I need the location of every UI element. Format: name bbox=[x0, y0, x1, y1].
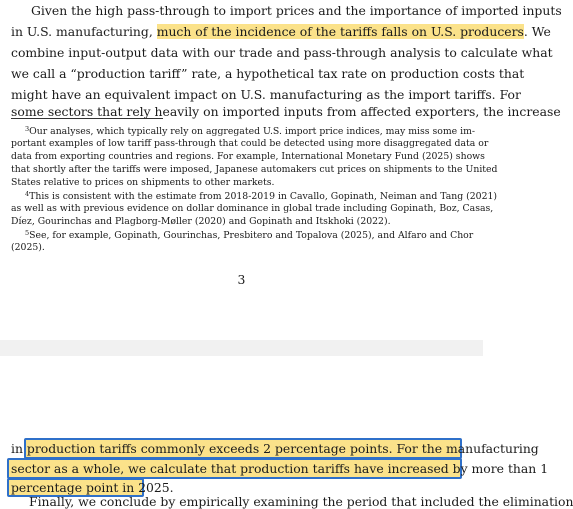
body-line-highlight-1 bbox=[11, 441, 539, 456]
footnote-4-line-2: as well as with previous evidence on dollar dominance in global trade including Gopinath, Boz, Casas, bbox=[11, 203, 494, 214]
body-text: Finally, we conclude by empirically examining the period that included the elimination bbox=[29, 494, 573, 509]
highlighted-text[interactable]: production tariffs commonly exceeds 2 percentage points. For the manufacturing bbox=[26, 441, 539, 456]
footnote-text: See, for example, Gopinath, Gourinchas, Presbitero and Topalova (2025), and Alfaro and Chor bbox=[29, 230, 474, 241]
footnote-3-line-1 bbox=[25, 125, 476, 137]
body-line-4: we call a “production tariff” rate, a hypothetical tax rate on production costs that bbox=[11, 66, 525, 81]
page-number: 3 bbox=[237, 272, 246, 287]
body-text: . We bbox=[523, 24, 551, 39]
body-line-highlight-3[interactable]: percentage point in 2025. bbox=[11, 480, 174, 495]
footnote-text: Our analyses, which typically rely on aggregated U.S. import price indices, may miss some im- bbox=[29, 126, 476, 137]
body-line-1: Given the high pass-through to import prices and the importance of imported inputs bbox=[31, 3, 562, 18]
footnote-mark: 4 bbox=[25, 190, 30, 198]
body-line-3: combine input-output data with our trade and pass-through analysis to calculate what bbox=[11, 45, 553, 60]
body-line-5: might have an equivalent impact on U.S. manufacturing as the import tariffs. For bbox=[11, 87, 521, 102]
footnote-3-line-5: States relative to prices on shipments to other markets. bbox=[11, 177, 275, 188]
footnote-mark: 3 bbox=[25, 125, 30, 133]
body-line-6: some sectors that rely heavily on imported inputs from affected exporters, the increase bbox=[11, 104, 561, 119]
footnote-3-line-4: that shortly after the tariffs were imposed, Japanese automakers cut prices on shipments to the United bbox=[11, 164, 498, 175]
page-separator bbox=[0, 340, 483, 356]
footnote-text: This is consistent with the estimate from 2018-2019 in Cavallo, Gopinath, Neiman and Tang (2021) bbox=[29, 191, 498, 202]
body-line-highlight-2[interactable]: sector as a whole, we calculate that production tariffs have increased by more than 1 bbox=[11, 461, 549, 476]
footnote-4-line-3: Díez, Gourinchas and Plagborg-Møller (2020) and Gopinath and Itskhoki (2022). bbox=[11, 216, 391, 227]
page-4 bbox=[0, 356, 573, 509]
body-line-2 bbox=[11, 24, 551, 39]
footnote-5-line-1 bbox=[25, 229, 472, 241]
body-text: in U.S. manufacturing, bbox=[11, 24, 157, 39]
footnote-4-line-1 bbox=[25, 190, 498, 202]
footnote-3-line-3: data from exporting countries and regions. For example, International Monetary Fund (2025) shows bbox=[11, 151, 485, 162]
footnote-rule bbox=[11, 118, 163, 119]
footnote-5-line-2: (2025). bbox=[11, 242, 45, 253]
body-text: in bbox=[11, 441, 27, 456]
footnote-3-line-2: portant examples of low tariff pass-through that could be detected using more disaggregated data or bbox=[11, 138, 489, 149]
cut-off-line bbox=[11, 494, 573, 509]
footnote-mark: 5 bbox=[25, 229, 30, 237]
highlighted-text[interactable]: much of the incidence of the tariffs falls on U.S. producers bbox=[156, 24, 524, 39]
